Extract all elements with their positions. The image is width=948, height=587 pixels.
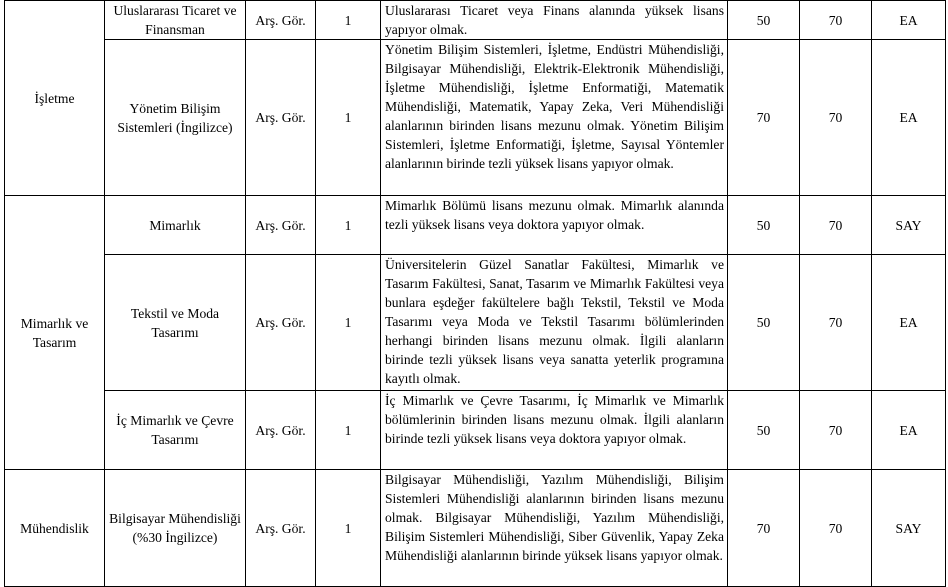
title-cell: Arş. Gör. — [246, 255, 316, 391]
score-type-cell: EA — [872, 1, 946, 40]
requirement-cell: İç Mimarlık ve Çevre Tasarımı, İç Mimarlık ve Mimarlık bölümlerinin birinden lisans mezunu olmak. İlgili alanların birinde tezli yüksek lisans veya doktora yapıyor olmak. — [381, 391, 728, 470]
score-a-cell: 70 — [728, 40, 800, 196]
score-a-cell: 70 — [728, 470, 800, 587]
count-cell: 1 — [316, 391, 381, 470]
count-cell: 1 — [316, 1, 381, 40]
positions-table — [4, 0, 946, 587]
title-cell: Arş. Gör. — [246, 391, 316, 470]
program-cell: Tekstil ve Moda Tasarımı — [105, 255, 246, 391]
score-type-cell: EA — [872, 40, 946, 196]
requirement-cell: Üniversitelerin Güzel Sanatlar Fakültesi, Mimarlık ve Tasarım Fakültesi, Sanat, Tasarım ve Mimarlık Fakültesi veya bunlara eşdeğer fakültelere bağlı Tekstil, Tekstil ve Moda Tasarımı veya Moda ve Tekstil Tasarımı bölümlerinden herhangi birinden lisans mezunu olmak. İlgili alanların birinde tezli yüksek lisans veya sanatta yeterlik programına kayıtlı olmak. — [381, 255, 728, 391]
score-type-cell: EA — [872, 255, 946, 391]
score-type-cell: SAY — [872, 196, 946, 255]
table-row — [5, 196, 946, 255]
title-cell: Arş. Gör. — [246, 470, 316, 587]
count-cell: 1 — [316, 196, 381, 255]
score-a-cell: 50 — [728, 1, 800, 40]
score-b-cell: 70 — [800, 196, 872, 255]
title-cell: Arş. Gör. — [246, 40, 316, 196]
title-cell: Arş. Gör. — [246, 196, 316, 255]
title-cell: Arş. Gör. — [246, 1, 316, 40]
program-cell: Uluslararası Ticaret ve Finansman — [105, 1, 246, 40]
program-cell: İç Mimarlık ve Çevre Tasarımı — [105, 391, 246, 470]
score-type-cell: SAY — [872, 470, 946, 587]
table-row — [5, 255, 946, 391]
table-row — [5, 1, 946, 40]
score-a-cell: 50 — [728, 391, 800, 470]
score-type-cell: EA — [872, 391, 946, 470]
score-b-cell: 70 — [800, 1, 872, 40]
table-row — [5, 40, 946, 196]
faculty-cell: Mühendislik — [5, 470, 105, 587]
score-b-cell: 70 — [800, 470, 872, 587]
score-a-cell: 50 — [728, 196, 800, 255]
requirement-cell: Mimarlık Bölümü lisans mezunu olmak. Mimarlık alanında tezli yüksek lisans veya doktora yapıyor olmak. — [381, 196, 728, 255]
score-b-cell: 70 — [800, 255, 872, 391]
program-cell: Bilgisayar Mühendisliği (%30 İngilizce) — [105, 470, 246, 587]
table-row — [5, 470, 946, 587]
score-b-cell: 70 — [800, 391, 872, 470]
requirement-cell: Uluslararası Ticaret veya Finans alanında yüksek lisans yapıyor olmak. — [381, 1, 728, 40]
requirement-cell: Yönetim Bilişim Sistemleri, İşletme, Endüstri Mühendisliği, Bilgisayar Mühendisliği, Elektrik-Elektronik Mühendisliği, İşletme Mühendisliği, İşletme Enformatiği, Matematik Mühendisliği, Matematik, Yapay Zeka, Veri Mühendisliği alanlarının birinden lisans mezunu olmak. Yönetim Bilişim Sistemleri, İşletme Enformatiği, İşletme, Sayısal Yöntemler alanlarının birinde tezli yüksek lisans yapıyor olmak. — [381, 40, 728, 196]
count-cell: 1 — [316, 40, 381, 196]
table-row — [5, 391, 946, 470]
program-cell: Mimarlık — [105, 196, 246, 255]
faculty-cell: Mimarlık ve Tasarım — [5, 196, 105, 470]
requirement-cell: Bilgisayar Mühendisliği, Yazılım Mühendisliği, Bilişim Sistemleri Mühendisliği alanlarının birinden lisans mezunu olmak. Bilgisayar Mühendisliği, Yazılım Mühendisliği, Bilişim Sistemleri Mühendisliği, Siber Güvenlik, Yapay Zeka Mühendisliği alanlarının birinde yüksek lisans yapıyor olmak. — [381, 470, 728, 587]
count-cell: 1 — [316, 470, 381, 587]
faculty-cell: İşletme — [5, 1, 105, 196]
count-cell: 1 — [316, 255, 381, 391]
score-b-cell: 70 — [800, 40, 872, 196]
program-cell: Yönetim Bilişim Sistemleri (İngilizce) — [105, 40, 246, 196]
score-a-cell: 50 — [728, 255, 800, 391]
